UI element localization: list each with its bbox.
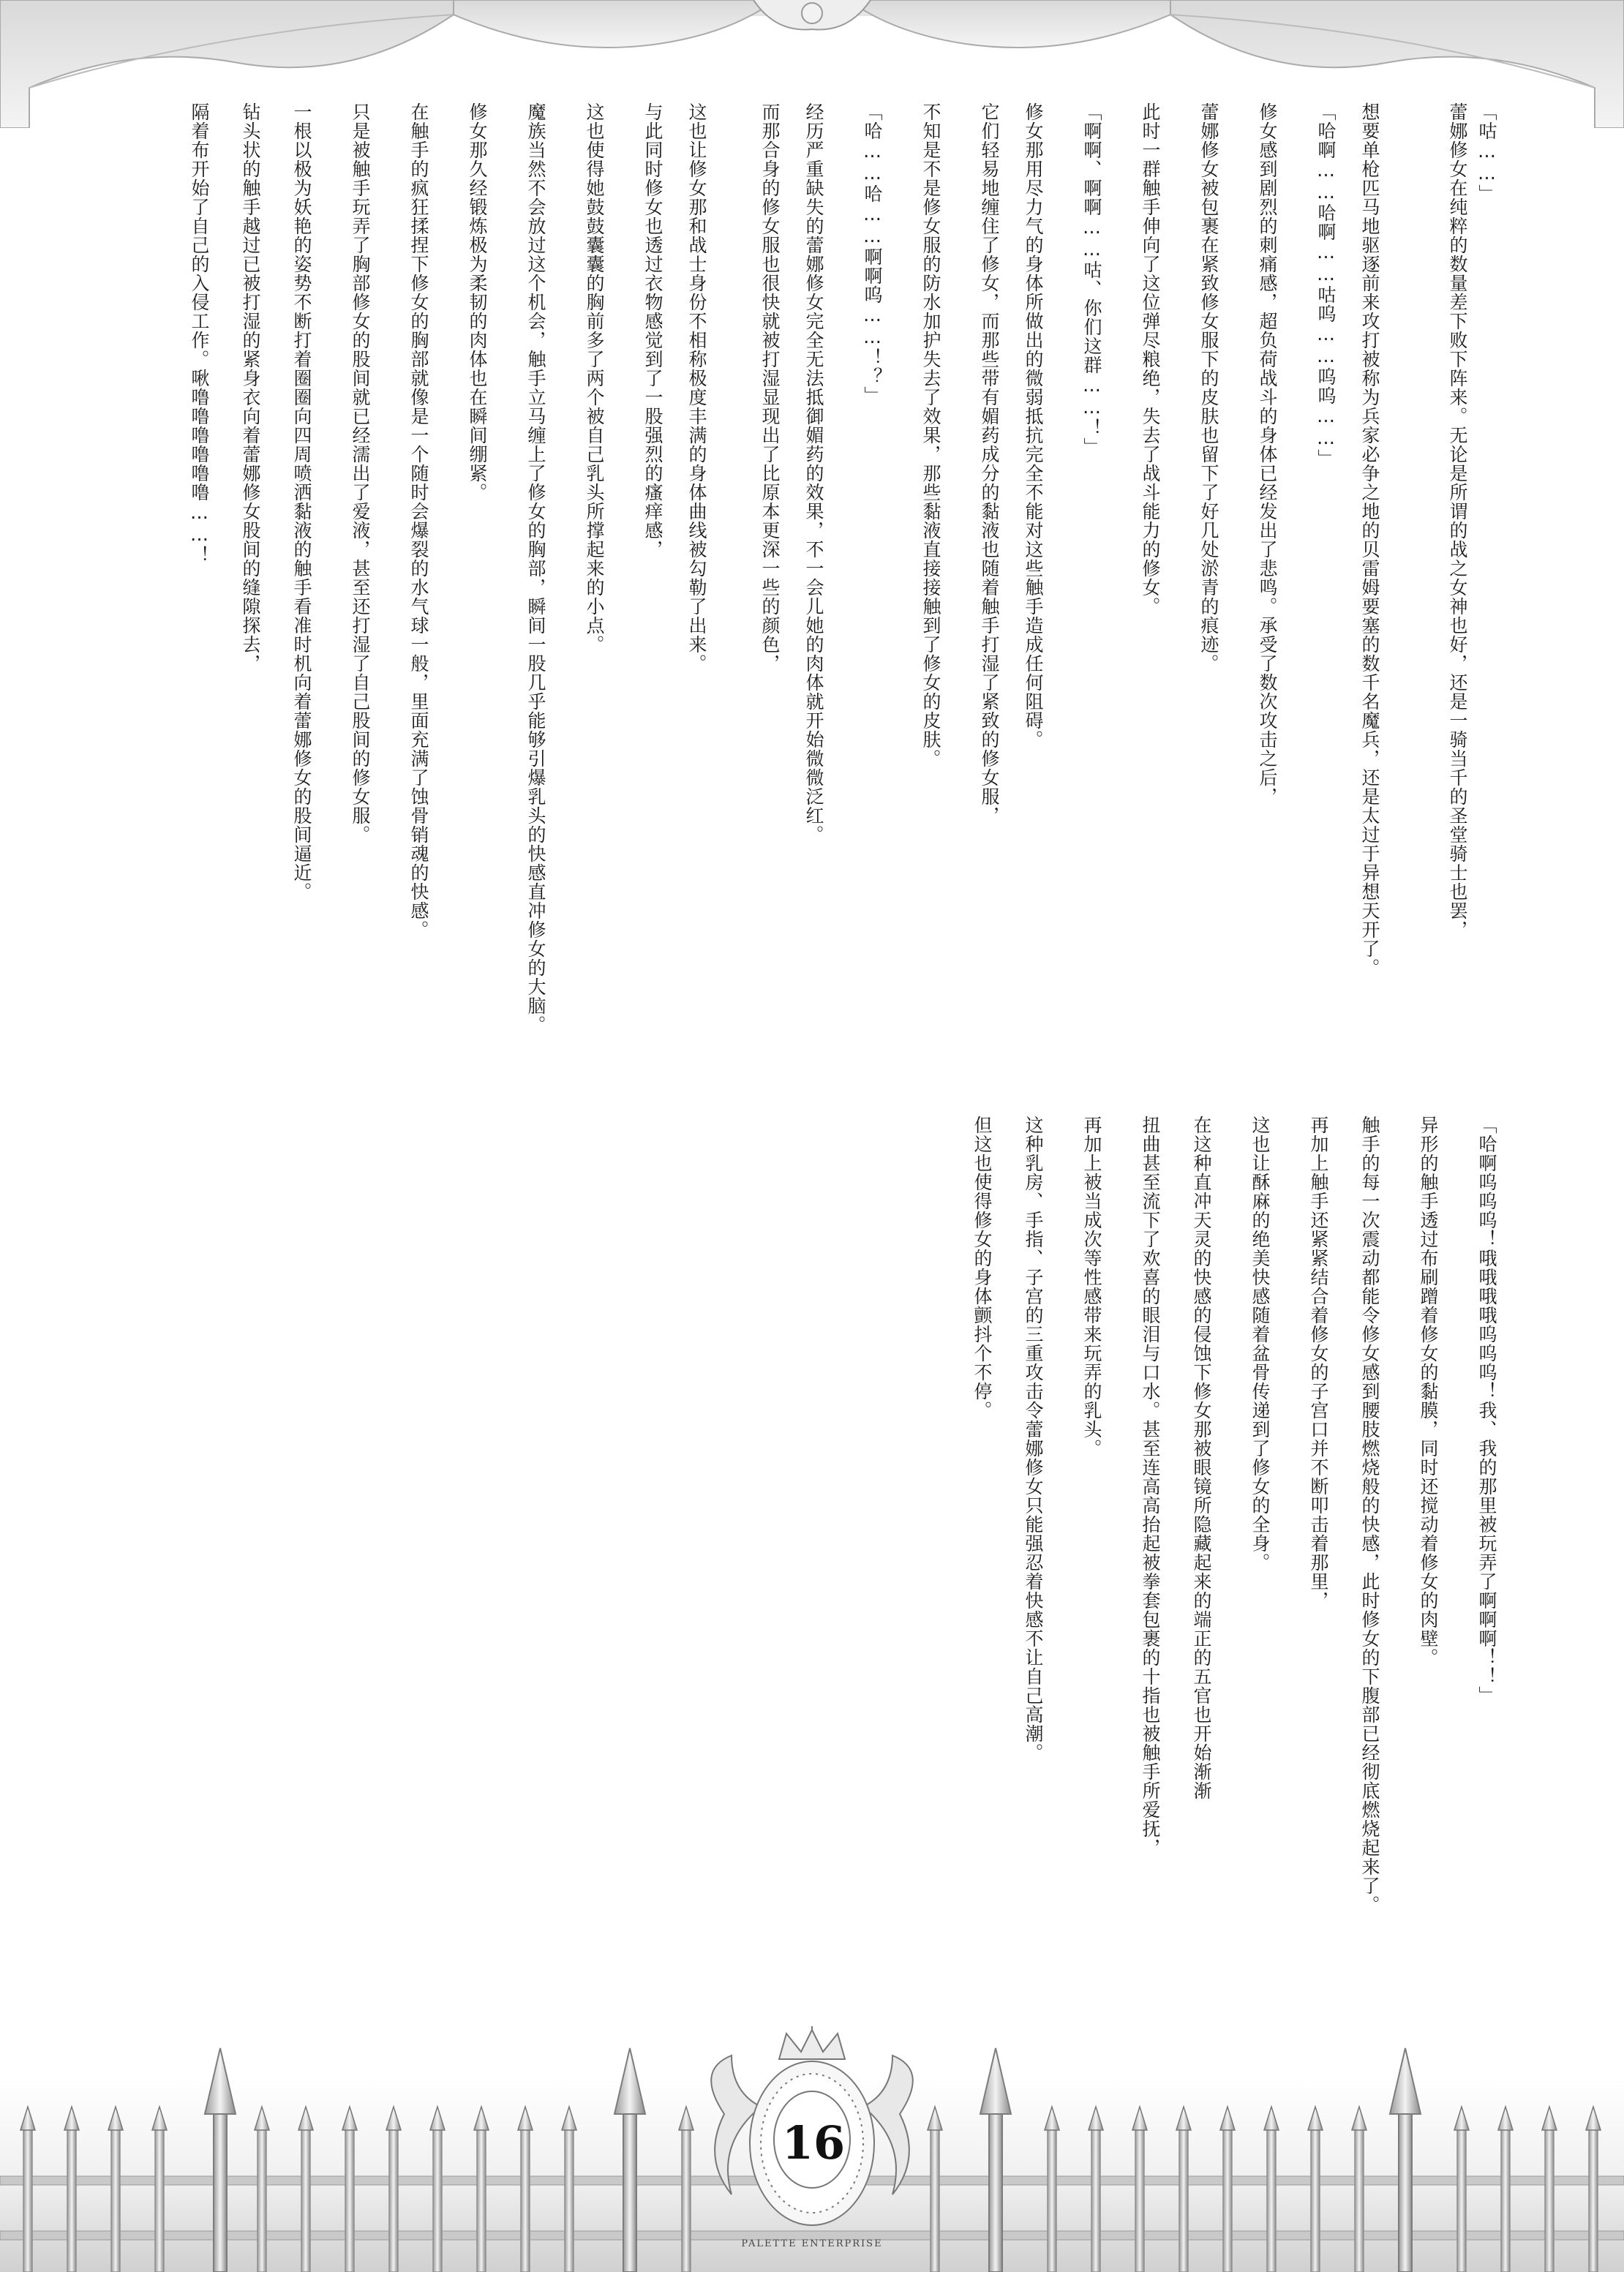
paragraph: 钻头状的触手越过已被打湿的紧身衣向着蕾娜修女股间的缝隙探去，: [240, 102, 261, 673]
paragraph: 修女那久经锻炼极为柔韧的肉体也在瞬间绷紧。: [467, 102, 488, 502]
paragraph: 这也让修女那和战士身份不相称极度丰满的身体曲线被勾勒了出来。: [686, 102, 707, 673]
paragraph: 在这种直冲天灵的快感的侵蚀下修女那被眼镜所隐藏起来的端正的五官也开始渐渐: [1191, 1116, 1212, 1800]
paragraph: 而那合身的修女服也很快就被打湿显现出了比原本更深一些的颜色，: [759, 102, 781, 673]
paragraph: 「哈……哈……啊啊呜……！？」: [862, 102, 883, 405]
paragraph: 在触手的疯狂揉捏下修女的胸部就像是一个随时会爆裂的水气球一般，里面充满了蚀骨销魂的快感。: [408, 102, 429, 939]
paragraph: 它们轻易地缠住了修女，而那些带有媚药成分的黏液也随着触手打湿了紧致的修女服，: [979, 102, 1000, 825]
paragraph: 异形的触手透过布刷蹭着修女的黏膜，同时还搅动着修女的肉壁。: [1418, 1116, 1439, 1667]
page-number: 16: [781, 2116, 846, 2170]
paragraph: 此时一群触手伸向了这位弹尽粮绝，失去了战斗能力的修女。: [1140, 102, 1161, 616]
paragraph: 修女感到剧烈的刺痛感，超负荷战斗的身体已经发出了悲鸣。承受了数次攻击之后，: [1257, 102, 1278, 806]
paragraph: 「哈啊……哈啊……咕呜……呜呜……」: [1315, 102, 1337, 468]
paragraph: 一根以极为妖艳的姿势不断打着圈圈向四周喷洒黏液的触手看准时机向着蕾娜修女的股间逼近。: [291, 102, 312, 901]
paragraph: 这也使得她鼓鼓囊囊的胸前多了两个被自己乳头所撑起来的小点。: [584, 102, 605, 654]
paragraph: 这种乳房、手指、子宫的三重攻击令蕾娜修女只能强忍着快感不让自己高潮。: [1023, 1116, 1044, 1762]
paragraph: 触手的每一次震动都能令修女感到腰肢燃烧般的快感，此时修女的下腹部已经彻底燃烧起来了。: [1359, 1116, 1380, 1914]
paragraph: 想要单枪匹马地驱逐前来攻打被称为兵家必争之地的贝雷姆要塞的数千名魔兵，还是太过于异想天开了。: [1359, 102, 1380, 977]
paragraph: 「咕……」: [1476, 102, 1497, 203]
paragraph: 魔族当然不会放过这个机会，触手立马缠上了修女的胸部，瞬间一股几乎能够引爆乳头的快感直冲修女的大脑。: [525, 102, 546, 1034]
paragraph: 只是被触手玩弄了胸部修女的股间就已经濡出了爱液，甚至还打湿了自己股间的修女服。: [350, 102, 371, 844]
paragraph: 不知是不是修女服的防水加护失去了效果，那些黏液直接接触到了修女的皮肤。: [920, 102, 941, 768]
paragraph: 「啊啊、啊啊……咕、你们这群……！」: [1081, 102, 1102, 456]
paragraph: 再加上触手还紧紧结合着修女的子宫口并不断叩击着那里，: [1308, 1116, 1329, 1610]
paragraph: 「哈啊呜呜呜！哦哦哦哦呜呜呜！我、我的那里被玩弄了啊啊啊！！」: [1476, 1116, 1497, 1705]
paragraph: 蕾娜修女在纯粹的数量差下败下阵来。无论是所谓的战之女神也好，还是一骑当千的圣堂骑士也罢，: [1447, 102, 1468, 939]
paragraph: 隔着布开始了自己的入侵工作。啾噜噜噜噜噜噜……！: [189, 102, 210, 565]
paragraph: 蕾娜修女被包裹在紧致修女服下的皮肤也留下了好几处淤青的痕迹。: [1198, 102, 1219, 673]
paragraph: 经历严重缺失的蕾娜修女完全无法抵御媚药的效果，不一会儿她的肉体就开始微微泛红。: [803, 102, 824, 844]
paragraph: 再加上被当成次等性感带来玩弄的乳头。: [1081, 1116, 1102, 1458]
publisher-label: PALETTE ENTERPRISE: [741, 2238, 883, 2249]
paragraph: 修女那用尽力气的身体所做出的微弱抵抗完全不能对这些触手造成任何阻碍。: [1023, 102, 1044, 749]
paragraph: 这也让酥麻的绝美快感随着盆骨传递到了修女的全身。: [1249, 1116, 1271, 1572]
paragraph: 扭曲甚至流下了欢喜的眼泪与口水。甚至连高高抬起被拳套包裹的十指也被触手所爱抚，: [1140, 1116, 1161, 1857]
paragraph: 但这也使得修女的身体颤抖个不停。: [971, 1116, 993, 1420]
paragraph: 与此同时修女也透过衣物感觉到了一股强烈的瘙痒感，: [642, 102, 663, 559]
